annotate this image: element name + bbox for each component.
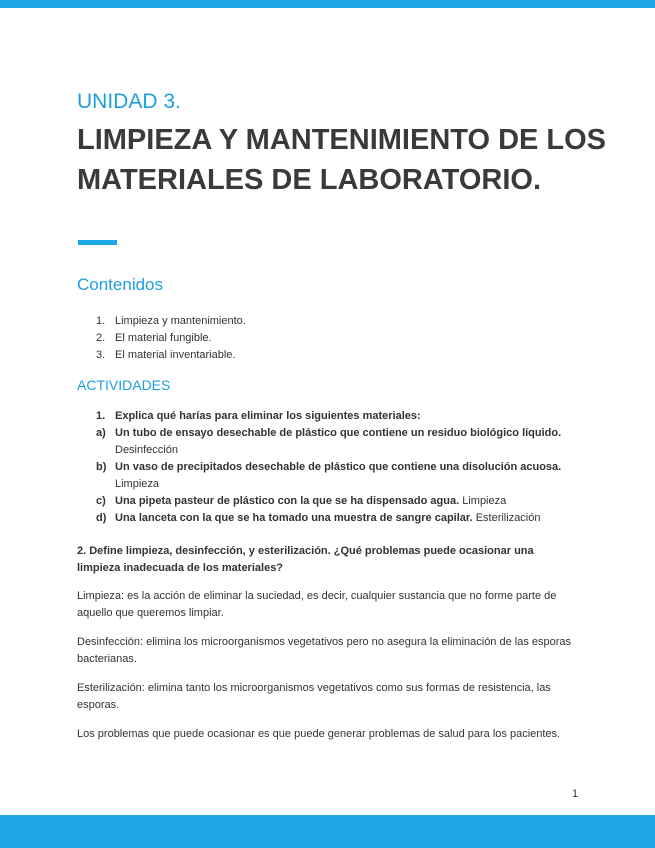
top-accent-bar	[0, 0, 655, 8]
answer-item	[96, 493, 576, 510]
item-mark: a)	[96, 427, 106, 439]
item-text: Una lanceta con la que se ha tomado una muestra de sangre capilar.	[115, 512, 473, 524]
question-row	[96, 408, 576, 425]
page-title: LIMPIEZA Y MANTENIMIENTO DE LOS MATERIALES DE LABORATORIO.	[77, 124, 607, 196]
list-item-number: 2.	[96, 332, 106, 344]
activity-question-2: 2. Define limpieza, desinfección, y esterilización. ¿Qué problemas puede ocasionar una limpieza inadecuada de los materiales?	[77, 545, 534, 574]
answer-paragraph: Los problemas que puede ocasionar es que puede generar problemas de salud para los pacientes.	[77, 728, 561, 740]
item-answer: Esterilización	[475, 512, 541, 524]
activities-heading: ACTIVIDADES	[77, 377, 171, 393]
answer-item	[96, 459, 576, 493]
answer-item	[96, 425, 576, 459]
question-text: Explica qué harías para eliminar los siguientes materiales:	[115, 410, 421, 422]
list-item-text: Limpieza y mantenimiento.	[115, 315, 246, 327]
question-number: 1.	[96, 410, 106, 422]
page-number: 1	[572, 788, 579, 800]
contents-list	[96, 313, 246, 364]
item-mark: c)	[96, 495, 106, 507]
list-item	[96, 313, 246, 330]
bottom-accent-bar	[0, 815, 655, 848]
item-mark: b)	[96, 461, 107, 473]
list-item-text: El material inventariable.	[115, 349, 236, 361]
list-item	[96, 347, 246, 364]
answer-paragraph: Limpieza: es la acción de eliminar la suciedad, es decir, cualquier sustancia que no forme parte de aquello que queremos limpiar.	[77, 590, 557, 619]
list-item	[96, 330, 246, 347]
item-text: Un tubo de ensayo desechable de plástico que contiene un residuo biológico líquido.	[115, 427, 562, 439]
list-item-number: 1.	[96, 315, 106, 327]
item-answer: Limpieza	[462, 495, 507, 507]
contents-heading: Contenidos	[77, 275, 164, 294]
item-text: Un vaso de precipitados desechable de plástico que contiene una disolución acuosa.	[115, 461, 562, 473]
answer-paragraph: Esterilización: elimina tanto los microorganismos vegetativos como sus formas de resistencia, las esporas.	[77, 682, 551, 711]
item-answer: Limpieza	[115, 478, 160, 490]
unit-label: UNIDAD 3.	[77, 90, 181, 113]
answer-paragraph: Desinfección: elimina los microorganismos vegetativos pero no asegura la eliminación de las esporas bacterianas.	[77, 636, 572, 665]
activity-question-1	[96, 408, 576, 527]
list-item-number: 3.	[96, 349, 106, 361]
item-text: Una pipeta pasteur de plástico con la que se ha dispensado agua.	[115, 495, 460, 507]
title-underline	[78, 240, 117, 245]
item-mark: d)	[96, 512, 107, 524]
answer-item	[96, 510, 576, 527]
item-answer: Desinfección	[115, 444, 178, 456]
list-item-text: El material fungible.	[115, 332, 212, 344]
